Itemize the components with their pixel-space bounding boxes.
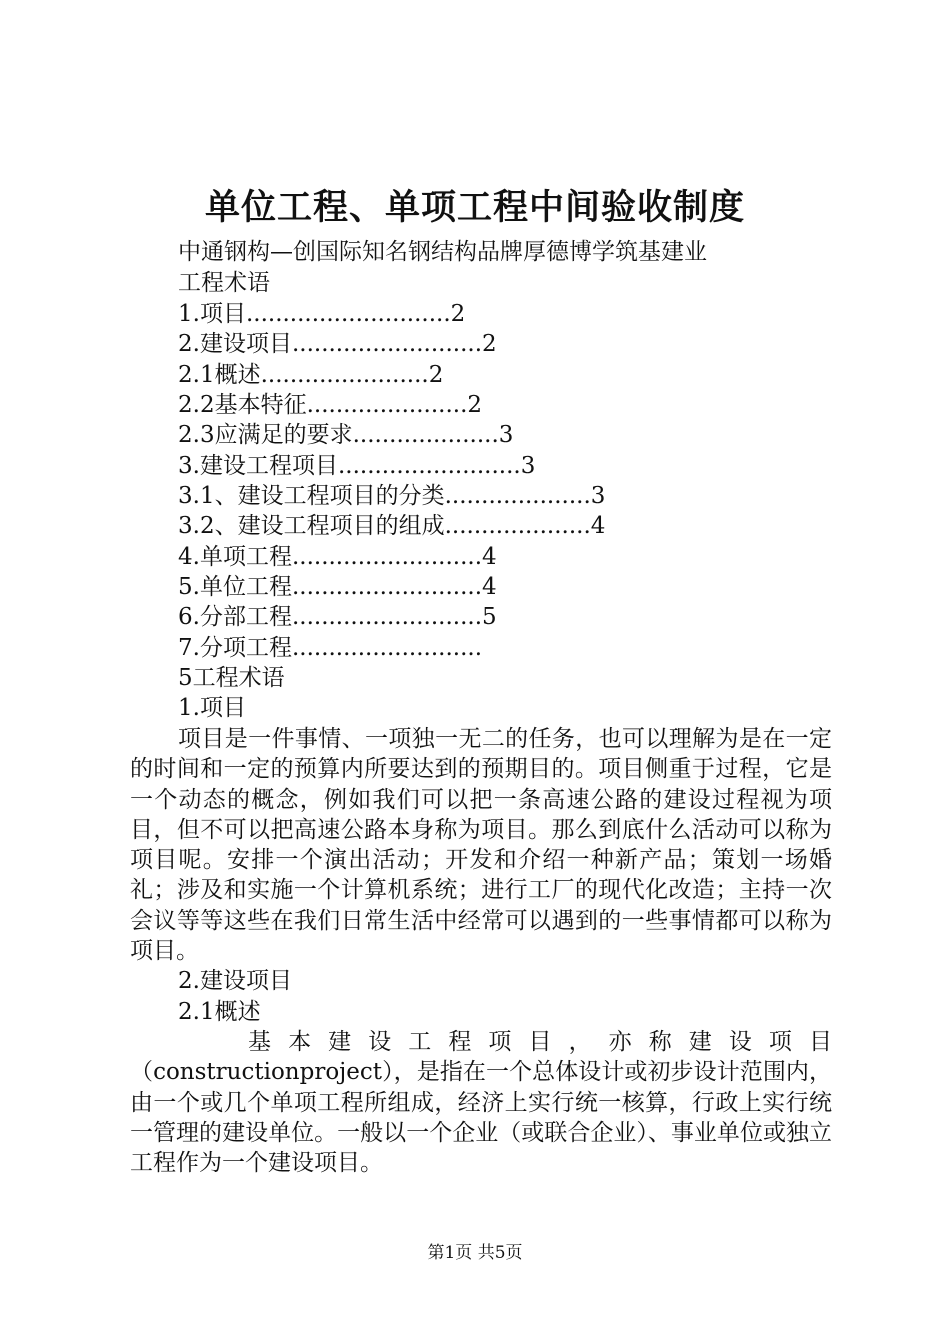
toc-entry: 5.单位工程..........................4 — [178, 574, 497, 600]
heading-construction-project: 2.建设项目 — [178, 968, 292, 994]
toc-entry: 2.3应满足的要求....................3 — [178, 422, 514, 448]
toc-entry: 2.2基本特征......................2 — [178, 392, 483, 418]
page-footer: 第1页 共5页 — [427, 1243, 523, 1263]
toc-entry: 6.分部工程..........................5 — [178, 604, 497, 630]
heading-project: 1.项目 — [178, 695, 246, 721]
document-title: 单位工程、单项工程中间验收制度 — [204, 187, 745, 228]
slogan-line: 中通钢构—创国际知名钢结构品牌厚德博学筑基建业 — [178, 239, 707, 265]
toc-entry: 3.2、建设工程项目的组成....................4 — [178, 513, 606, 539]
toc-entry: 2.1概述.......................2 — [178, 362, 444, 388]
heading-overview: 2.1概述 — [178, 999, 261, 1025]
toc-heading: 工程术语 — [178, 270, 270, 296]
toc-entry: 4.单项工程..........................4 — [178, 544, 497, 570]
section-heading: 5工程术语 — [178, 665, 285, 691]
paragraph-project: 项目是一件事情、一项独一无二的任务，也可以理解为是在一定的时间和一定的预算内所要达到的预期目的。项目侧重于过程，它是一个动态的概念，例如我们可以把一条高速公路的建设过程视为项目，但不可以把高速公路本身称为项目。那么到底什么活动可以称为项目呢。安排一个演出活动；开发和介绍一种新产品；策划一场婚礼；涉及和实施一个计算机系统；进行工厂的现代化改造；主持一次会议等等这些在我们日常生活中经常可以遇到的一些事情都可以称为项目。 — [130, 726, 832, 965]
toc-entry: 7.分项工程.......................... — [178, 635, 483, 661]
toc-entry: 1.项目............................2 — [178, 301, 466, 327]
toc-entry: 2.建设项目..........................2 — [178, 331, 497, 357]
toc-entry: 3.建设工程项目.........................3 — [178, 453, 536, 479]
toc-entry: 3.1、建设工程项目的分类....................3 — [178, 483, 606, 509]
paragraph-overview: 基本建设工程项目，亦称建设项目（constructionproject），是指在一个总体设计或初步设计范围内，由一个或几个单项工程所组成，经济上实行统一核算，行政上实行统一管理的建设单位。一般以一个企业（或联合企业）、事业单位或独立工程作为一个建设项目。 — [130, 1029, 832, 1177]
